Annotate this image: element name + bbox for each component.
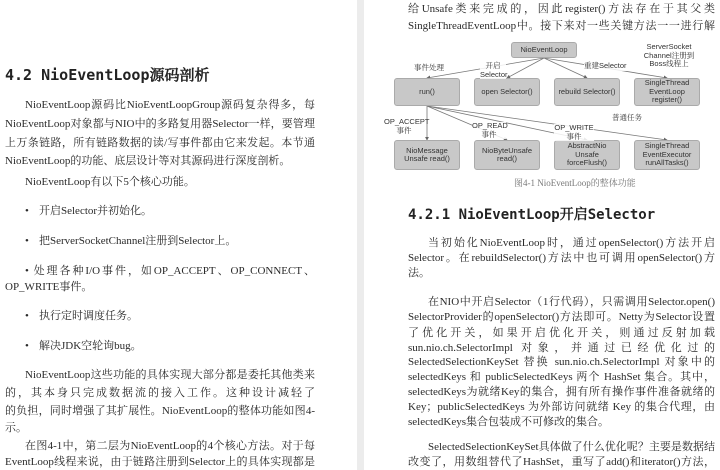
- diagram-node: SingleThread EventExecutor runAllTasks(): [634, 140, 700, 170]
- text-line: SelectedSelectionKeySet 替换 sun.nio.ch.SelectorImpl 对象中的: [408, 356, 715, 368]
- text-line: NioEventLoop这些功能的具体实现大部分都是委托其他类来: [25, 369, 315, 381]
- text-line: EventLoop线程来说，由于链路注册到Selector上的具体实现都是: [5, 456, 315, 468]
- bullet-item: • 解决JDK空轮询bug。: [25, 340, 142, 352]
- bullet-item: • 开启Selector并初始化。: [25, 205, 153, 217]
- edge-label: ServerSocket Channel注册到 Boss线程上: [636, 43, 702, 69]
- diagram-node-open-selector: open Selector(): [474, 78, 540, 106]
- bullet-item: • 处理各种I/O事件，如OP_ACCEPT、OP_CONNECT、: [25, 265, 315, 277]
- text-line: 示。: [5, 422, 27, 434]
- text-line: 在图4-1中，第二层为NioEventLoop的4个核心方法。对于每: [25, 440, 315, 452]
- text-line: NioEventLoop的功能、底层设计等对其源码进行深度剖析。: [5, 155, 291, 167]
- text-line: Key；publicSelectedKeys 为外部访问就绪 Key 的集合代理，由: [408, 401, 715, 413]
- bullet-icon: •: [25, 265, 29, 277]
- left-page: [0, 0, 357, 470]
- text-line: 改变了，用数组替代了HashSet，重写了add()和iterator()方法，: [408, 456, 715, 468]
- diagram-node-rebuild-selector: rebuild Selector(): [554, 78, 620, 106]
- text-line: SingleThreadEventLoop中。接下来对一些关键方法一一进行解: [408, 20, 715, 32]
- edge-label: 普通任务: [612, 113, 642, 122]
- edge-label: OP_READ 事件: [472, 121, 508, 139]
- bullet-item: • 把ServerSocketChannel注册到Selector上。: [25, 235, 237, 247]
- bullet-icon: •: [25, 340, 29, 352]
- text-line: selectedKeys集合包装成不可修改的集合。: [408, 416, 610, 428]
- text-line: 了优化开关，如果开启优化开关，则通过反射加载: [408, 327, 715, 339]
- text-line: 在NIO中开启Selector（1行代码），只需调用Selector.open(): [428, 296, 715, 308]
- figure-4-1-diagram: [384, 42, 704, 172]
- bullet-icon: •: [25, 310, 29, 322]
- text-line: OP_WRITE事件。: [5, 281, 93, 293]
- text-line: Selector。在rebuildSelector()方法中也可调用openSelector()方: [408, 252, 715, 264]
- text-line: 当初始化NioEventLoop时，通过openSelector()方法开启: [428, 237, 715, 249]
- right-page: [364, 0, 720, 470]
- figure-caption: 图4-1 NioEventLoop的整体功能: [514, 178, 636, 188]
- text-line: sun.nio.ch.SelectorImpl 对象，并通过已经优化过的: [408, 342, 715, 354]
- bullet-item: • 执行定时调度任务。: [25, 310, 138, 322]
- bullet-icon: •: [25, 235, 29, 247]
- edge-label: 重建Selector: [584, 61, 627, 70]
- text-line: NioEventLoop源码比NioEventLoopGroup源码复杂得多，每: [25, 99, 315, 111]
- text-line: SelectedSelectionKeySet具体做了什么优化呢？主要是数据结: [428, 441, 715, 453]
- edge-label: OP_WRITE 事件: [554, 123, 594, 141]
- text-line: 上万条链路，所有链路数据的读/写事件都由它来发起。本节通: [5, 137, 315, 149]
- diagram-node: NioByteUnsafe read(): [474, 140, 540, 170]
- text-line: 的负担，同时增强了其扩展性。NioEventLoop的整体功能如图4-: [5, 405, 315, 417]
- text-line: selectedKeys 和 publicSelectedKeys 两个 HashSet 集合。其中，: [408, 371, 715, 383]
- diagram-node: NioMessage Unsafe read(): [394, 140, 460, 170]
- edge-label: 开启 Selector: [480, 61, 508, 79]
- diagram-node: AbstractNio Unsafe forceFlush(): [554, 140, 620, 170]
- text-line: selectedKeys为就绪Key的集合，拥有所有操作事件准备就绪的: [408, 386, 715, 398]
- diagram-node-register: SingleThread EventLoop register(): [634, 78, 700, 106]
- text-line: 的，其本身只完成数据流的接入工作。这种设计减轻了: [5, 387, 315, 399]
- bullet-icon: •: [25, 205, 29, 217]
- page-gutter: [357, 0, 364, 470]
- text-line: NioEventLoop有以下5个核心功能。: [25, 176, 195, 188]
- section-heading: 4.2 NioEventLoop源码剖析: [5, 66, 210, 84]
- subsection-heading: 4.2.1 NioEventLoop开启Selector: [408, 207, 656, 223]
- text-line: NioEventLoop对象都与NIO中的多路复用器Selector一样，要管理: [5, 118, 315, 130]
- text-line: 给Unsafe类来完成的，因此register()方法存在于其父类: [408, 3, 715, 15]
- diagram-node-root: NioEventLoop: [511, 42, 577, 58]
- diagram-node-run: run(): [394, 78, 460, 106]
- text-line: 法。: [408, 267, 430, 279]
- edge-label: OP_ACCEPT 事件: [384, 117, 430, 135]
- edge-label: 事件处理: [414, 63, 444, 72]
- text-line: SelectorProvider的openSelector()方法即可。Netty为Selector设置: [408, 311, 715, 323]
